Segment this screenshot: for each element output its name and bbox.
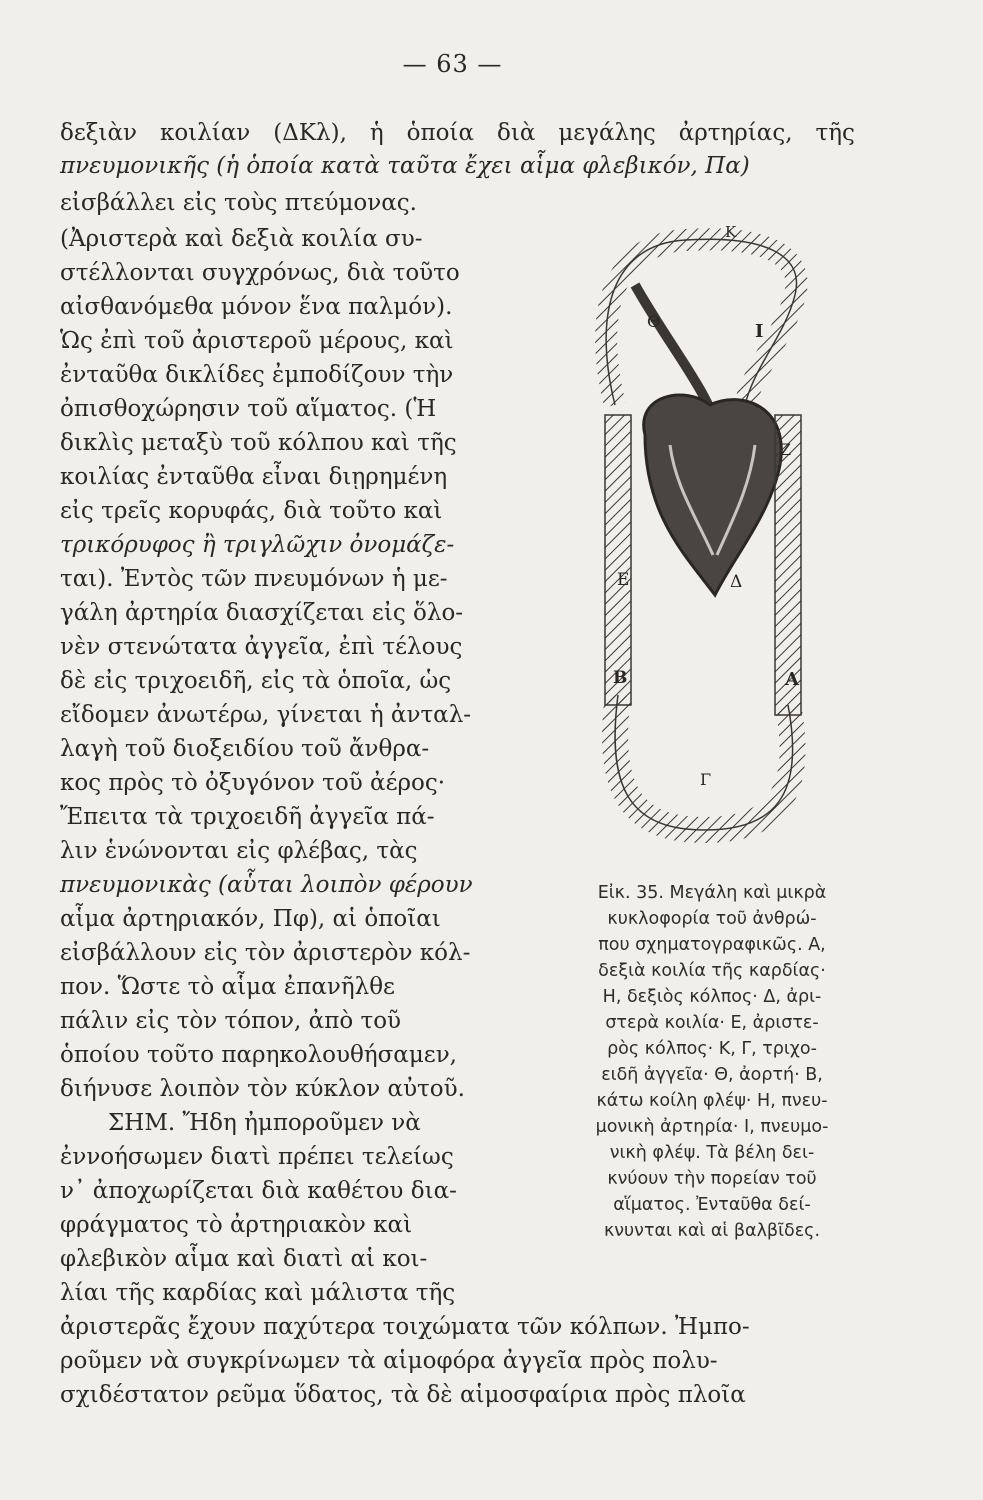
caption-line: στερὰ κοιλία· Ε, ἀριστε-	[605, 1013, 819, 1033]
caption-line: που σχηματογραφικῶς. Α,	[598, 935, 826, 955]
figure-caption	[553, 880, 871, 1244]
figure-label: Θ	[647, 312, 661, 331]
text-line: ὀπισθοχώρησιν τοῦ αἵματος. (Ἡ	[60, 396, 437, 422]
text-line: στέλλονται συγχρόνως, διὰ τοῦτο	[60, 260, 460, 286]
caption-line: κνυνται καὶ αἱ βαλβῖδες.	[603, 1221, 821, 1241]
heart-shape	[644, 395, 782, 595]
caption-line: ειδῆ ἀγγεῖα· Θ, ἀορτή· Β,	[601, 1065, 823, 1085]
text-line: διήνυσε λοιπὸν τὸν κύκλον αὐτοῦ.	[60, 1076, 465, 1102]
text-line: λαγὴ τοῦ διοξειδίου τοῦ ἄνθρα-	[60, 736, 430, 762]
figure-label: Β	[613, 668, 628, 688]
text-line: (Ἀριστερὰ καὶ δεξιὰ κοιλία συ-	[60, 226, 423, 252]
figure-label: Δ	[730, 572, 743, 592]
figure-label: Ζ	[780, 440, 792, 459]
text-line: αἰσθανόμεθα μόνον ἕνα παλμόν).	[60, 294, 453, 320]
lung-capillary-loop	[606, 239, 796, 405]
text-line: σχιδέστατον ρεῦμα ὕδατος, τὰ δὲ αἱμοσφαίρια πρὸς πλοῖα	[60, 1382, 746, 1408]
caption-line: ρὸς κόλπος· Κ, Γ, τριχο-	[607, 1039, 817, 1059]
left-vessel	[605, 415, 631, 705]
text-line: ν᾽ ἀποχωρίζεται διὰ καθέτου δια-	[60, 1178, 457, 1204]
figure-label: Γ	[700, 770, 712, 789]
text-line: ἀριστερᾶς ἔχουν παχύτερα τοιχώματα τῶν κόλπων. Ἠμπο-	[60, 1314, 750, 1340]
page-number: — 63 —	[402, 50, 503, 78]
text-line: πνευμονικὰς (αὗται λοιπὸν φέρουν	[60, 872, 473, 898]
text-line: εἰσβάλλει εἰς τοὺς πτεύμονας.	[60, 190, 417, 216]
text-line: Ἔπειτα τὰ τριχοειδῆ ἀγγεῖα πά-	[60, 804, 435, 830]
body-capillary-loop	[615, 695, 793, 830]
circulation-figure	[575, 215, 840, 850]
text-line: ἐνταῦθα δικλίδες ἐμποδίζουν τὴν	[60, 362, 454, 388]
text-line: ται). Ἐντὸς τῶν πνευμόνων ἡ με-	[60, 566, 448, 592]
text-line: δεξιὰν κοιλίαν (ΔΚλ), ἡ ὁποία διὰ μεγάλης ἀρτηρίας, τῆς	[60, 120, 855, 146]
text-line: αἷμα ἀρτηριακόν, Πφ), αἱ ὁποῖαι	[60, 906, 441, 932]
text-line: ροῦμεν νὰ συγκρίνωμεν τὰ αἱμοφόρα ἀγγεῖα πρὸς πολυ-	[60, 1348, 718, 1374]
caption-line: κυκλοφορία τοῦ ἀνθρώ-	[607, 909, 817, 929]
text-line: δικλὶς μεταξὺ τοῦ κόλπου καὶ τῆς	[60, 430, 457, 456]
figure-label: Κ	[725, 223, 737, 241]
text-line: φλεβικὸν αἷμα καὶ διατὶ αἱ κοι-	[60, 1246, 428, 1272]
caption-line: Εἰκ. 35. Μεγάλη καὶ μικρὰ	[597, 883, 827, 903]
figure-label: Ι	[755, 321, 764, 342]
text-line: Ὡς ἐπὶ τοῦ ἀριστεροῦ μέρους, καὶ	[60, 328, 454, 354]
text-line: τρικόρυφος ἢ τριγλῶχιν ὀνομάζε-	[60, 532, 455, 558]
text-line: πον. Ὥστε τὸ αἷμα ἐπανῆλθε	[60, 974, 395, 1000]
caption-line: κνύουν τὴν πορείαν τοῦ	[607, 1169, 817, 1189]
text-line: ἐννοήσωμεν διατὶ πρέπει τελείως	[60, 1144, 454, 1170]
text-line: εἰς τρεῖς κορυφάς, διὰ τοῦτο καὶ	[60, 498, 443, 524]
text-line: ὁποίου τοῦτο παρηκολουθήσαμεν,	[60, 1042, 457, 1068]
text-line: εἴδομεν ἀνωτέρω, γίνεται ἡ ἀνταλ-	[60, 702, 472, 728]
text-line: φράγματος τὸ ἀρτηριακὸν καὶ	[60, 1212, 413, 1238]
text-line: λιν ἑνώνονται εἰς φλέβας, τὰς	[60, 838, 418, 864]
figure-label: Α	[785, 669, 799, 690]
text-line: λίαι τῆς καρδίας καὶ μάλιστα τῆς	[60, 1280, 456, 1306]
text-line: εἰσβάλλουν εἰς τὸν ἀριστερὸν κόλ-	[60, 940, 471, 966]
text-line: κοιλίας ἐνταῦθα εἶναι διῃρημένη	[60, 464, 448, 490]
text-line: πάλιν εἰς τὸν τόπον, ἀπὸ τοῦ	[60, 1008, 402, 1034]
text-line: πνευμονικῆς (ἡ ὁποία κατὰ ταῦτα ἔχει αἷμα φλεβικόν, Πα)	[60, 153, 750, 179]
caption-line: κάτω κοίλη φλέψ· Η, πνευ-	[596, 1091, 828, 1111]
caption-line: Η, δεξιὸς κόλπος· Δ, ἀρι-	[602, 987, 822, 1007]
text-line: νὲν στενώτατα ἀγγεῖα, ἐπὶ τέλους	[60, 634, 463, 660]
text-line: γάλη ἀρτηρία διασχίζεται εἰς ὅλο-	[60, 600, 464, 626]
figure-label: Ε	[617, 570, 630, 590]
text-line: ΣΗΜ. Ἤδη ἠμποροῦμεν νὰ	[108, 1110, 421, 1136]
caption-line: νικὴ φλέψ. Τὰ βέλη δει-	[609, 1143, 815, 1163]
caption-line: μονικὴ ἀρτηρία· Ι, πνευμο-	[595, 1117, 829, 1137]
circulation-diagram	[575, 215, 840, 850]
caption-line: αἵματος. Ἐνταῦθα δεί-	[613, 1195, 811, 1215]
caption-line: δεξιὰ κοιλία τῆς καρδίας·	[598, 961, 826, 981]
text-line: κος πρὸς τὸ ὀξυγόνον τοῦ ἀέρος·	[60, 770, 446, 796]
text-line: δὲ εἰς τριχοειδῆ, εἰς τὰ ὁποῖα, ὡς	[60, 668, 452, 694]
